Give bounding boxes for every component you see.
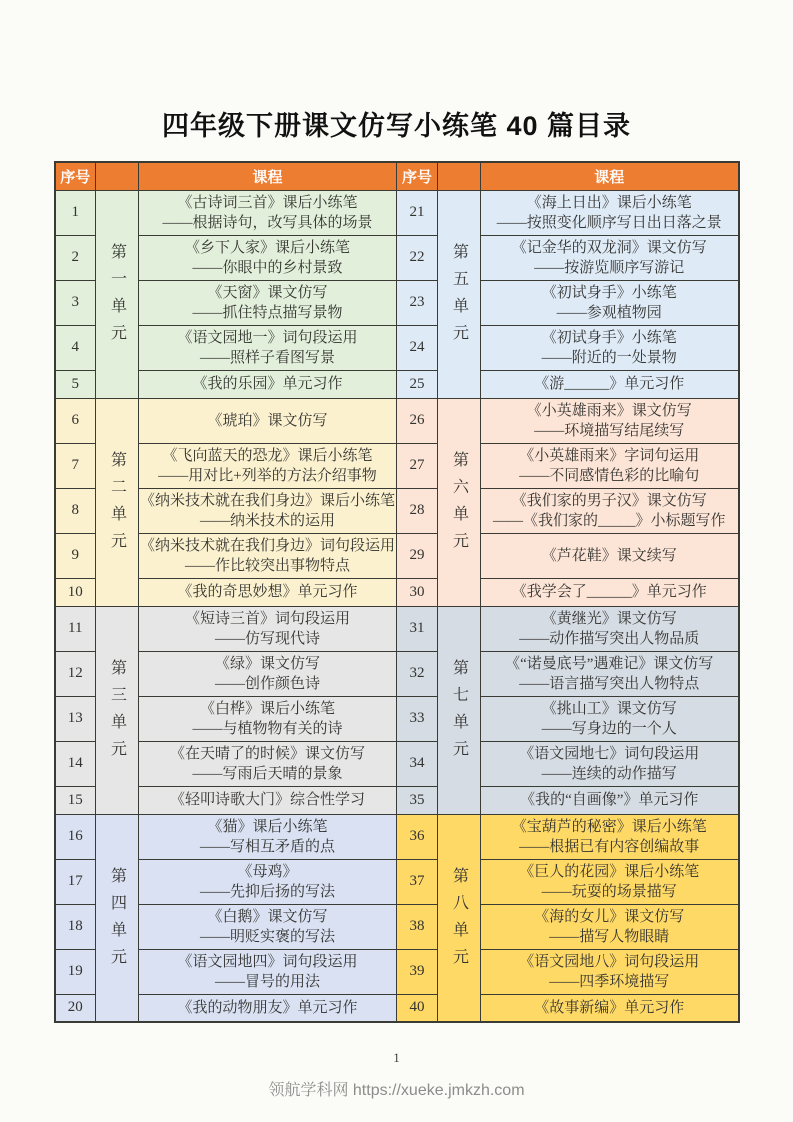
row-number-cell: 13	[55, 696, 96, 741]
course-cell	[139, 786, 397, 814]
row-number-cell: 9	[55, 533, 96, 578]
course-line: ——与植物物有关的诗	[192, 720, 343, 737]
course-line: ——参观植物园	[556, 304, 662, 321]
header-cell-course-left: 课程	[139, 162, 397, 190]
table-row	[55, 533, 739, 578]
table-row	[55, 398, 739, 443]
table-row	[55, 859, 739, 904]
unit-label: 第八单元	[450, 866, 468, 975]
course-line: 《飞向蓝天的恐龙》课后小练笔	[162, 447, 373, 464]
table-row	[55, 190, 739, 235]
table-row	[55, 696, 739, 741]
unit-label: 第四单元	[108, 866, 126, 975]
course-cell	[139, 904, 397, 949]
row-number-cell: 14	[55, 741, 96, 786]
course-line: ——写身边的一个人	[541, 720, 677, 737]
course-line: 《短诗三首》词句段运用	[184, 610, 350, 627]
table-row	[55, 814, 739, 859]
row-number-cell: 8	[55, 488, 96, 533]
course-cell	[481, 325, 739, 370]
course-line: ——写雨后天晴的景象	[192, 765, 343, 782]
course-cell	[139, 370, 397, 398]
course-line: 《纳米技术就在我们身边》课后小练笔	[139, 492, 395, 509]
course-line: ——按游览顺序写游记	[534, 259, 685, 276]
course-line: 《小英雄雨来》字词句运用	[519, 447, 700, 464]
course-cell	[481, 696, 739, 741]
table-row	[55, 994, 739, 1022]
header-cell-unit-left	[96, 162, 139, 190]
course-cell	[481, 904, 739, 949]
row-number-cell: 20	[55, 994, 96, 1022]
course-cell	[481, 994, 739, 1022]
header-cell-no-left: 序号	[55, 162, 96, 190]
course-cell	[139, 533, 397, 578]
course-cell	[139, 651, 397, 696]
course-line: 《白鹅》课文仿写	[207, 908, 328, 925]
course-cell	[481, 814, 739, 859]
unit-label-cell	[438, 190, 481, 398]
row-number-cell: 17	[55, 859, 96, 904]
course-cell	[139, 443, 397, 488]
row-number-cell: 29	[397, 533, 438, 578]
course-line: ——根据诗句，改写具体的场景	[162, 214, 373, 231]
course-cell	[481, 949, 739, 994]
course-cell	[481, 859, 739, 904]
course-line: ——环境描写结尾续写	[534, 422, 685, 439]
course-line: ——抓住特点描写景物	[192, 304, 343, 321]
row-number-cell: 27	[397, 443, 438, 488]
page-number: 1	[393, 1050, 400, 1065]
course-cell	[481, 370, 739, 398]
course-cell	[139, 741, 397, 786]
row-number-cell: 39	[397, 949, 438, 994]
course-line: 《我的乐园》单元习作	[192, 376, 343, 392]
row-number-cell: 23	[397, 280, 438, 325]
row-number-cell: 18	[55, 904, 96, 949]
course-cell	[139, 235, 397, 280]
row-number-cell: 10	[55, 578, 96, 606]
course-cell	[139, 398, 397, 443]
course-line: 《游______》单元习作	[534, 376, 685, 392]
course-line: 《琥珀》课文仿写	[207, 412, 328, 429]
course-cell	[481, 741, 739, 786]
row-number-cell: 26	[397, 398, 438, 443]
course-line: ——用对比+列举的方法介绍事物	[158, 467, 377, 484]
row-number-cell: 30	[397, 578, 438, 606]
unit-label: 第六单元	[450, 451, 468, 559]
course-line: 《母鸡》	[237, 863, 298, 880]
table-header-row	[55, 162, 739, 190]
row-number-cell: 32	[397, 651, 438, 696]
row-number-cell: 19	[55, 949, 96, 994]
row-number-cell: 38	[397, 904, 438, 949]
row-number-cell: 2	[55, 235, 96, 280]
course-cell	[139, 325, 397, 370]
header-cell-no-right: 序号	[397, 162, 438, 190]
course-cell	[481, 235, 739, 280]
course-line: ——语言描写突出人物特点	[519, 675, 700, 692]
course-line: ——玩耍的场景描写	[541, 883, 677, 900]
course-line: 《故事新编》单元习作	[534, 999, 685, 1016]
course-cell	[139, 859, 397, 904]
course-line: 《海上日出》课后小练笔	[526, 194, 692, 211]
course-line: 《“诺曼底号”遇难记》课文仿写	[505, 655, 714, 672]
row-number-cell: 28	[397, 488, 438, 533]
table-row	[55, 651, 739, 696]
row-number-cell: 1	[55, 190, 96, 235]
course-cell	[139, 994, 397, 1022]
course-line: 《芦花鞋》课文续写	[541, 547, 677, 564]
unit-label-cell	[438, 814, 481, 1022]
course-cell	[481, 606, 739, 651]
course-line: ——不同感情色彩的比喻句	[519, 467, 700, 484]
course-cell	[481, 280, 739, 325]
course-line: 《我学会了______》单元习作	[511, 584, 707, 600]
course-line: ——动作描写突出人物品质	[519, 630, 700, 647]
course-line: ——描写人物眼睛	[549, 928, 670, 945]
course-cell	[139, 488, 397, 533]
course-cell	[139, 578, 397, 606]
course-line: 《我的“自画像”》单元习作	[520, 792, 699, 808]
table-row	[55, 370, 739, 398]
table-row	[55, 235, 739, 280]
course-cell	[481, 443, 739, 488]
course-line: 《小英雄雨来》课文仿写	[526, 402, 692, 419]
course-line: 《语文园地七》词句段运用	[519, 745, 700, 762]
course-line: ——作比较突出事物特点	[184, 557, 350, 574]
row-number-cell: 16	[55, 814, 96, 859]
header-cell-unit-right	[438, 162, 481, 190]
unit-label-cell	[96, 190, 139, 398]
course-cell	[139, 949, 397, 994]
course-line: 《初试身手》小练笔	[541, 329, 677, 346]
course-cell	[139, 606, 397, 651]
header-cell-course-right: 课程	[481, 162, 739, 190]
row-number-cell: 11	[55, 606, 96, 651]
row-number-cell: 22	[397, 235, 438, 280]
course-line: 《白桦》课后小练笔	[199, 700, 335, 717]
unit-label: 第一单元	[108, 243, 126, 351]
course-line: ——根据已有内容创编故事	[519, 838, 700, 855]
course-line: 《记金华的双龙洞》课文仿写	[511, 239, 707, 256]
row-number-cell: 37	[397, 859, 438, 904]
row-number-cell: 31	[397, 606, 438, 651]
course-line: 《初试身手》小练笔	[541, 284, 677, 301]
unit-label-cell	[96, 814, 139, 1022]
row-number-cell: 4	[55, 325, 96, 370]
course-line: 《我的奇思妙想》单元习作	[177, 584, 358, 600]
course-line: ——明贬实褒的写法	[199, 928, 335, 945]
course-line: 《语文园地四》词句段运用	[177, 953, 358, 970]
table-row	[55, 949, 739, 994]
course-cell	[139, 190, 397, 235]
course-line: ——四季环境描写	[549, 973, 670, 990]
course-line: 《我们家的男子汉》课文仿写	[511, 492, 707, 509]
course-line: ——连续的动作描写	[541, 765, 677, 782]
row-number-cell: 5	[55, 370, 96, 398]
course-line: 《我的动物朋友》单元习作	[177, 999, 358, 1016]
page-title: 四年级下册课文仿写小练笔 40 篇目录	[161, 111, 632, 141]
row-number-cell: 25	[397, 370, 438, 398]
toc-table	[54, 161, 740, 1023]
row-number-cell: 40	[397, 994, 438, 1022]
course-line: 《在天晴了的时候》课文仿写	[169, 745, 365, 762]
course-cell	[139, 696, 397, 741]
unit-label: 第二单元	[108, 451, 126, 559]
table-row	[55, 904, 739, 949]
course-cell	[481, 398, 739, 443]
course-line: 《语文园地一》词句段运用	[177, 329, 358, 346]
course-line: ——纳米技术的运用	[199, 512, 335, 529]
unit-label: 第三单元	[108, 659, 126, 767]
course-line: ——先抑后扬的写法	[199, 883, 335, 900]
table-row	[55, 443, 739, 488]
course-line: ——你眼中的乡村景致	[192, 259, 343, 276]
course-cell	[481, 190, 739, 235]
table-row	[55, 325, 739, 370]
row-number-cell: 15	[55, 786, 96, 814]
course-line: 《语文园地八》词句段运用	[519, 953, 700, 970]
table-row	[55, 280, 739, 325]
course-line: ——照样子看图写景	[199, 349, 335, 366]
unit-label-cell	[438, 606, 481, 814]
course-line: 《巨人的花园》课后小练笔	[519, 863, 700, 880]
table-body	[55, 190, 739, 1022]
row-number-cell: 3	[55, 280, 96, 325]
course-line: ——仿写现代诗	[214, 630, 320, 647]
row-number-cell: 33	[397, 696, 438, 741]
course-line: ——附近的一处景物	[541, 349, 677, 366]
course-line: 《宝葫芦的秘密》课后小练笔	[511, 818, 707, 835]
row-number-cell: 35	[397, 786, 438, 814]
course-line: 《纳米技术就在我们身边》词句段运用	[139, 537, 395, 554]
unit-label: 第七单元	[450, 659, 468, 767]
table-row	[55, 488, 739, 533]
row-number-cell: 36	[397, 814, 438, 859]
course-line: 《黄继光》课文仿写	[541, 610, 677, 627]
course-line: 《绿》课文仿写	[214, 655, 320, 672]
row-number-cell: 12	[55, 651, 96, 696]
course-line: 《天窗》课文仿写	[207, 284, 328, 301]
course-cell	[481, 578, 739, 606]
row-number-cell: 34	[397, 741, 438, 786]
course-cell	[481, 488, 739, 533]
row-number-cell: 7	[55, 443, 96, 488]
course-line: 《轻叩诗歌大门》综合性学习	[169, 792, 365, 808]
table-row	[55, 578, 739, 606]
course-line: 《猫》课后小练笔	[207, 818, 328, 835]
course-line: ——按照变化顺序写日出日落之景	[496, 214, 722, 231]
course-line: 《海的女儿》课文仿写	[534, 908, 685, 925]
course-line: 《挑山工》课文仿写	[541, 700, 677, 717]
table-row	[55, 741, 739, 786]
course-line: ——创作颜色诗	[214, 675, 320, 692]
course-line: 《古诗词三首》课后小练笔	[177, 194, 358, 211]
row-number-cell: 6	[55, 398, 96, 443]
course-line: ——写相互矛盾的点	[199, 838, 335, 855]
course-line: ——《我们家的_____》小标题写作	[492, 512, 726, 529]
course-line: ——冒号的用法	[214, 973, 320, 990]
unit-label-cell	[438, 398, 481, 606]
unit-label: 第五单元	[450, 243, 468, 351]
site-watermark: 领航学科网 https://xueke.jmkzh.com	[268, 1082, 525, 1099]
unit-label-cell	[96, 398, 139, 606]
table-row	[55, 606, 739, 651]
course-cell	[139, 280, 397, 325]
course-cell	[481, 651, 739, 696]
course-line: 《乡下人家》课后小练笔	[184, 239, 350, 256]
table-row	[55, 786, 739, 814]
course-cell	[139, 814, 397, 859]
row-number-cell: 21	[397, 190, 438, 235]
course-cell	[481, 533, 739, 578]
course-cell	[481, 786, 739, 814]
unit-label-cell	[96, 606, 139, 814]
row-number-cell: 24	[397, 325, 438, 370]
